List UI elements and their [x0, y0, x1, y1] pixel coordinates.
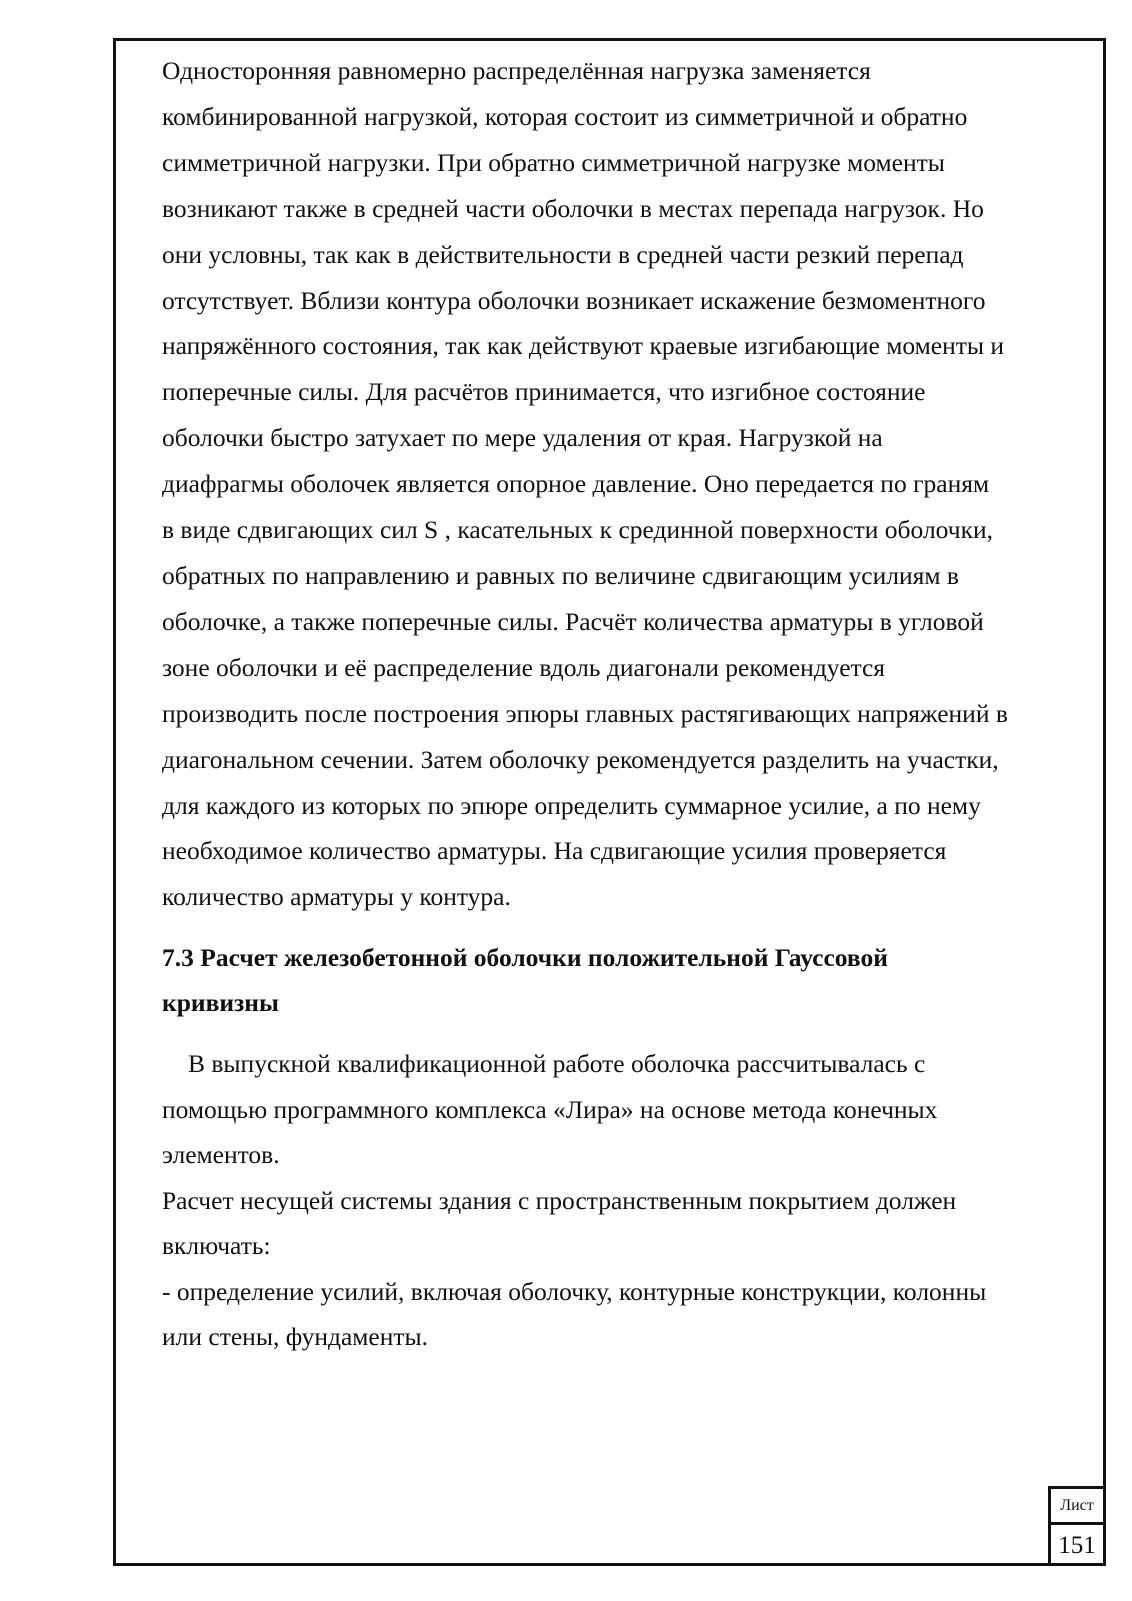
text-line: комбинированной нагрузкой, которая состоит из симметричной и обратно	[162, 101, 968, 131]
text-line: отсутствует. Вблизи контура оболочки возникает искажение безмоментного	[162, 285, 986, 315]
text-line: Односторонняя равномерно распределённая нагрузка заменяется	[162, 56, 871, 85]
text-line: зоне оболочки и её распределение вдоль диагонали рекомендуется	[162, 652, 886, 682]
text-line: В выпускной квалификационной работе оболочка рассчитывалась с	[188, 1049, 926, 1079]
text-line: производить после построения эпюры главных растягивающих напряжений в	[162, 698, 1008, 728]
text-line: или стены, фундаменты.	[162, 1322, 429, 1352]
heading-line: кривизны	[162, 988, 279, 1018]
text-line: обратных по направлению и равных по величине сдвигающим усилиям в	[162, 560, 959, 590]
heading-line: 7.3 Расчет железобетонной оболочки положительной Гауссовой	[162, 943, 888, 973]
text-line: оболочке, а также поперечные силы. Расчёт количества арматуры в угловой	[162, 606, 984, 636]
text-line: необходимое количество арматуры. На сдвигающие усилия проверяется	[162, 836, 947, 866]
text-line: диафрагмы оболочек является опорное давление. Оно передается по граням	[162, 469, 990, 499]
text-line: Расчет несущей системы здания с пространственным покрытием должен	[162, 1185, 957, 1215]
section-heading	[162, 935, 1092, 1025]
text-line: количество арматуры у контура.	[162, 882, 511, 912]
text-line: они условны, так как в действительности в средней части резкий перепад	[162, 239, 964, 269]
text-line: - определение усилий, включая оболочку, контурные конструкции, колонны	[162, 1276, 987, 1306]
sheet-stamp	[1048, 1486, 1106, 1566]
text-line: для каждого из которых по эпюре определить суммарное усилие, а по нему	[162, 790, 981, 820]
paragraph-load-description	[162, 48, 1092, 920]
text-line: возникают также в средней части оболочки в местах перепада нагрузок. Но	[162, 193, 984, 223]
text-line: диагональном сечении. Затем оболочку рекомендуется разделить на участки,	[162, 744, 999, 774]
text-line: поперечные силы. Для расчётов принимается, что изгибное состояние	[162, 377, 926, 407]
text-line: в виде сдвигающих сил S , касательных к срединной поверхности оболочки,	[162, 515, 993, 545]
text-line: оболочки быстро затухает по мере удаления от края. Нагрузкой на	[162, 423, 883, 453]
text-line: включать:	[162, 1231, 271, 1261]
page-number: 151	[1058, 1532, 1096, 1559]
document-body	[162, 48, 1092, 1360]
text-line: элементов.	[162, 1140, 280, 1170]
text-line: напряжённого состояния, так как действуют краевые изгибающие моменты и	[162, 331, 1005, 361]
paragraph-calculation-method	[162, 1041, 1092, 1360]
text-line: помощью программного комплекса «Лира» на основе метода конечных	[162, 1094, 938, 1124]
sheet-label: Лист	[1051, 1489, 1103, 1525]
text-line: симметричной нагрузки. При обратно симметричной нагрузке моменты	[162, 147, 945, 177]
